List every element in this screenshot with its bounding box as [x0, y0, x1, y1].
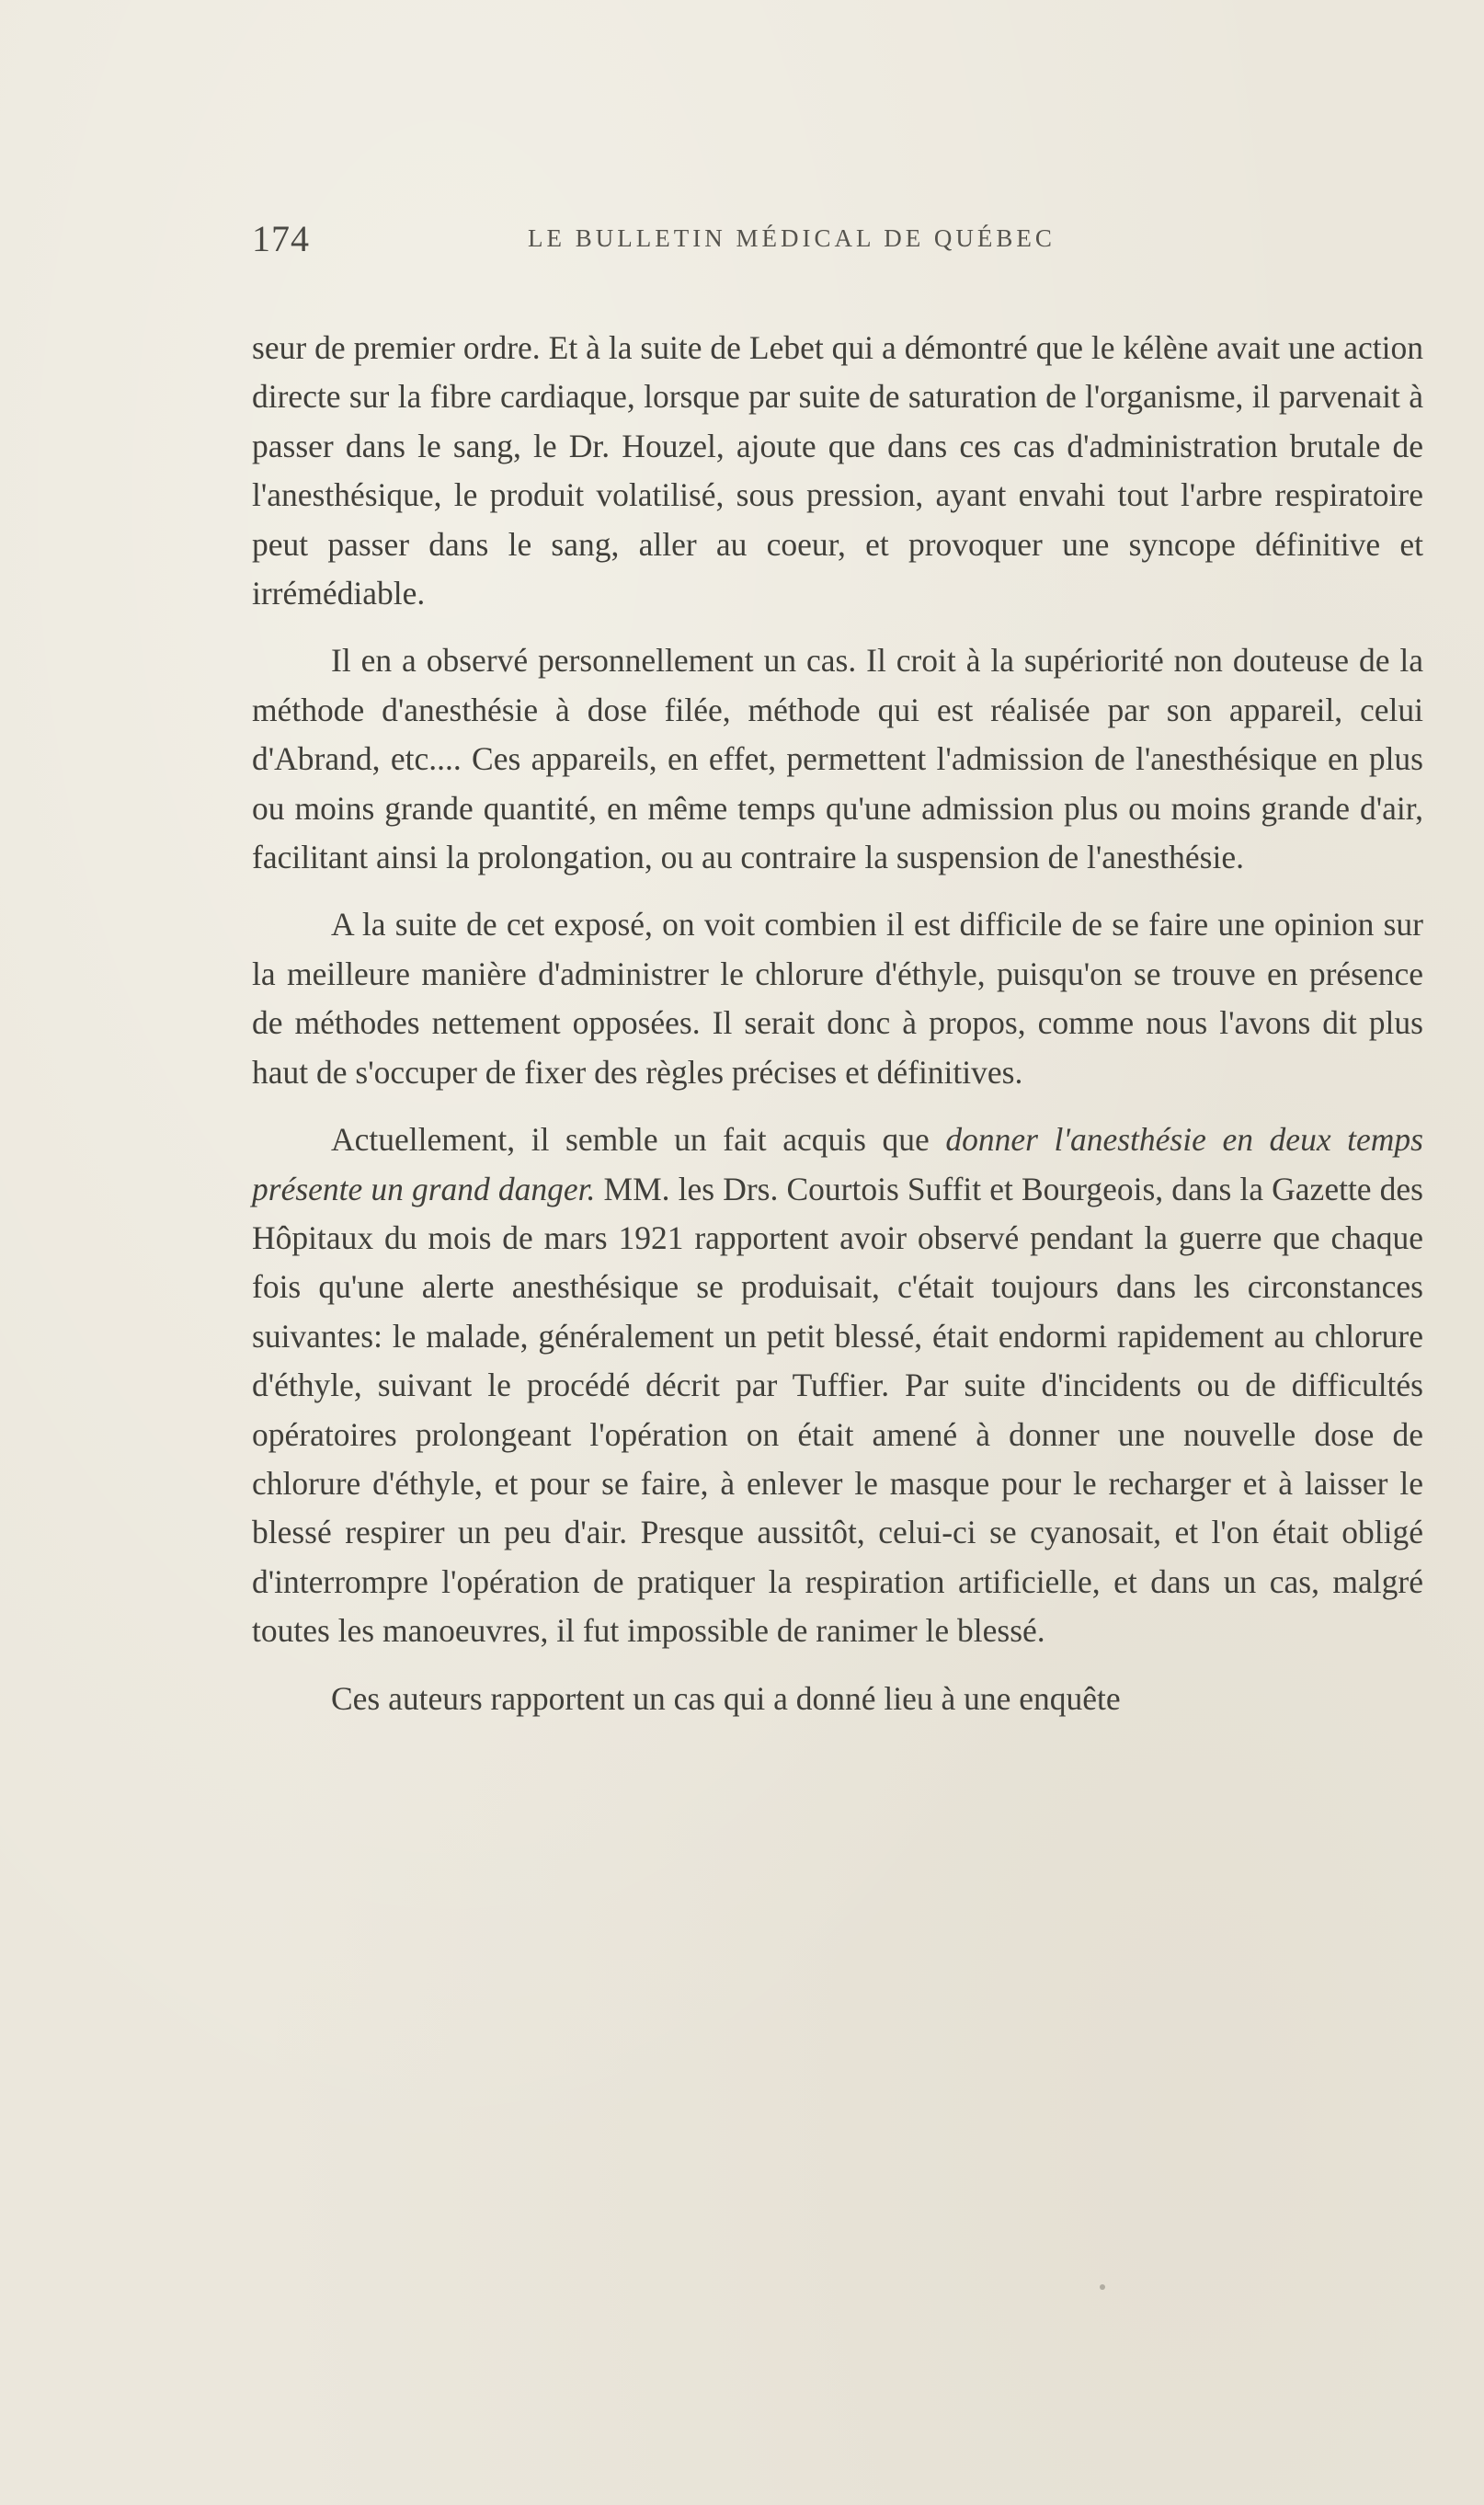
- paragraph-2: Il en a observé personnellement un cas. Il croit à la supériorité non douteuse de la méthode d'anesthésie à dose filée, méthode qui est réalisée par son appareil, celui d'Abrand, etc.... Ces appareils, en effet, permettent l'admission de l'anesthésique en plus ou moins grande quantité, en même temps qu'une admission plus ou moins grande d'air, facilitant ainsi la prolongation, ou au contraire la suspension de l'anesthésie.: [252, 642, 1423, 876]
- paragraph-1: seur de premier ordre. Et à la suite de Lebet qui a démontré que le kélène avait une action directe sur la fibre cardiaque, lorsque par suite de saturation de l'organisme, il parvenait à passer dans le sang, le Dr. Houzel, ajoute que dans ces cas d'administration brutale de l'anesthésique, le produit volatilisé, sous pression, ayant envahi tout l'arbre respiratoire peut passer dans le sang, aller au coeur, et provoquer une syncope définitive et irrémédiable.: [252, 329, 1423, 612]
- page-header: [252, 217, 1420, 272]
- running-head: LE BULLETIN MÉDICAL DE QUÉBEC: [528, 224, 1056, 252]
- paragraph-5: Ces auteurs rapportent un cas qui a donné lieu à une enquête: [331, 1679, 1121, 1717]
- paper-speck: [1100, 2284, 1105, 2290]
- paragraph-4-text-after: MM. les Drs. Courtois Suffit et Bourgeois, dans la Gazette des Hôpitaux du mois de mars 1921 rapportent avoir observé pendant la guerre que chaque fois qu'une alerte anesthésique se produisait, c'était toujours dans les circonstances suivantes: le malade, généralement un petit blessé, était endormi rapidement au chlorure d'éthyle, suivant le procédé décrit par Tuffier. Par suite d'incidents ou de difficultés opératoires prolongeant l'opération on était amené à donner une nouvelle dose de chlorure d'éthyle, et pour se faire, à enlever le masque pour le recharger et à laisser le blessé respirer un peu d'air. Presque aussitôt, celui-ci se cyanosait, et l'on était obligé d'interrompre l'opération de pratiquer la respiration artificielle, et dans un cas, malgré toutes les manoeuvres, il fut impossible de ranimer le blessé.: [252, 1170, 1423, 1650]
- paragraph-4-italic-phrase: donner l'anesthésie en deux temps présente un grand danger.: [252, 1121, 1423, 1207]
- page-number: 174: [252, 218, 310, 259]
- paragraph-4-text-before: Actuellement, il semble un fait acquis que: [331, 1121, 946, 1159]
- body-text: [252, 324, 1423, 1742]
- paragraph-4: [252, 1115, 1423, 1655]
- paragraph-3: A la suite de cet exposé, on voit combien il est difficile de se faire une opinion sur la meilleure manière d'administrer le chlorure d'éthyle, puisqu'on se trouve en présence de méthodes nettement opposées. Il serait donc à propos, comme nous l'avons dit plus haut de s'occuper de fixer des règles précises et définitives.: [252, 906, 1423, 1091]
